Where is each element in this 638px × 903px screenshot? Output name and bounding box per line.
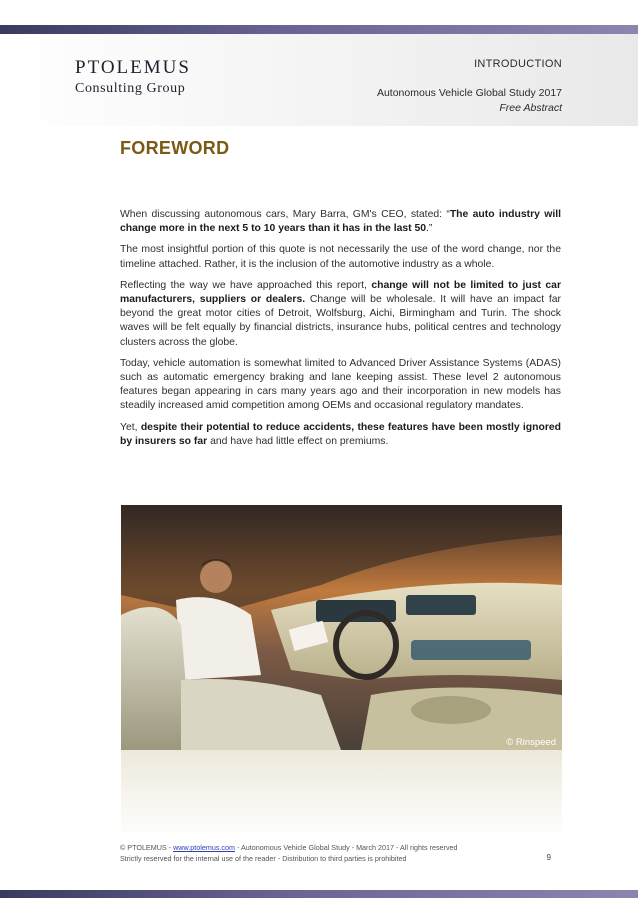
- body-text: [120, 208, 561, 456]
- paragraph-4: Today, vehicle automation is somewhat limited to Advanced Driver Assistance Systems (ADAS) such as automatic emergency braking and lane keeping assist. These level 2 autonomous features began appearing in cars many years ago and their incorporation in new models has steadily increased amid competition among OEMs and occasional regulatory mandates.: [120, 357, 561, 412]
- page-footer: [120, 843, 560, 864]
- logo-name: PTOLEMUS: [75, 57, 191, 78]
- paragraph-1: When discussing autonomous cars, Mary Barra, GM's CEO, stated: “The auto industry will change more in the next 5 to 10 years than it has in the last 50.”: [120, 209, 561, 235]
- top-decorative-bar: [0, 25, 638, 34]
- header-meta: [377, 58, 562, 114]
- paragraph-5: Yet, despite their potential to reduce accidents, these features have been mostly ignored by insurers so far and have had little effect on premiums.: [120, 421, 561, 447]
- page-title: FOREWORD: [120, 138, 230, 158]
- website-link[interactable]: www.ptolemus.com: [173, 843, 236, 852]
- car-interior-illustration: [121, 505, 562, 750]
- photo-reflection-fade: [121, 750, 562, 840]
- paragraph-3: Reflecting the way we have approached this report, change will not be limited to just car manufacturers, suppliers or dealers. Change will be wholesale. It will have an impact far beyond the great motor cities of Detroit, Wolfsburg, Aichi, Birmingham and Turin. The shock waves will be felt equally by financial districts, insurance hubs, political centres and technology clusters across the globe.: [120, 279, 562, 348]
- logo-subtitle: Consulting Group: [75, 81, 186, 96]
- abstract-label: Free Abstract: [499, 102, 562, 114]
- photo-credit: © Rinspeed: [506, 737, 556, 748]
- bottom-decorative-bar: [0, 890, 638, 898]
- footer-line-2: Strictly reserved for the internal use of the reader - Distribution to third parties is prohibited: [120, 853, 407, 863]
- section-label: INTRODUCTION: [474, 58, 562, 70]
- paragraph-2: The most insightful portion of this quote is not necessarily the use of the word change, nor the timeline attached. Rather, it is the inclusion of the automotive industry as a whole.: [120, 244, 561, 270]
- footer-line-1: © PTOLEMUS - www.ptolemus.com - Autonomous Vehicle Global Study - March 2017 - All rights reserved: [120, 843, 458, 852]
- car-interior-photo: [121, 505, 562, 750]
- page-number: 9: [546, 853, 551, 862]
- company-logo: [75, 58, 191, 98]
- study-title: Autonomous Vehicle Global Study 2017: [376, 87, 562, 99]
